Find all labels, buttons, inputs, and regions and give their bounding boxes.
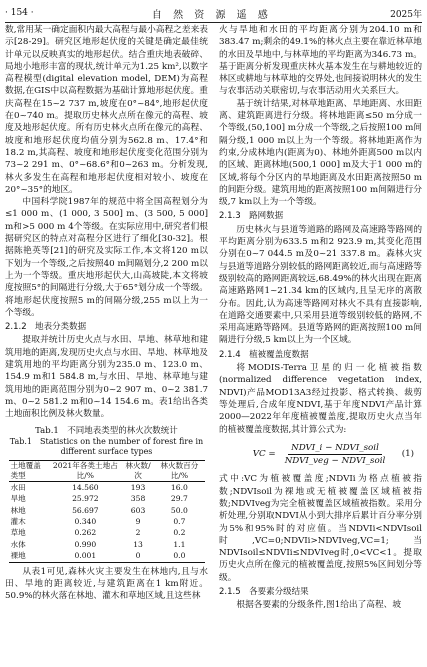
table-cell: 16.0	[170, 482, 188, 492]
section-heading-2-1-2: 2.1.2 地表分类数据	[5, 322, 87, 333]
right-column	[219, 24, 422, 612]
table-cell: 0.990	[74, 539, 97, 549]
table-cell: 50.0	[170, 505, 188, 515]
table-caption: Tab.1 不同地表类型的林火次数统计	[35, 425, 178, 436]
table-row	[9, 550, 205, 562]
table-header-cell: 林火数百分比/%	[160, 460, 199, 480]
table-cell: 25.972	[72, 494, 99, 504]
table-cell: 29.7	[170, 494, 188, 504]
table-header-row	[9, 460, 205, 481]
table-header-cell: 林火数/次	[125, 460, 151, 480]
table-row	[9, 539, 205, 550]
table-cell: 9	[135, 517, 141, 527]
section-heading-2-1-4: 2.1.4 植被覆盖度数据	[219, 349, 309, 360]
paragraph-table-analysis: 从表1可见,森林火灾主要发生在林地内,且与水田、旱地的距离较近,与建筑距离在1 km附近。50.9%的林火落在林地、灌木和草地区域,且这些林	[5, 566, 208, 602]
table-cell: 0	[135, 551, 141, 561]
table-cell: 旱地	[10, 494, 26, 504]
table-header-cell: 2021年各类土地占比/%	[52, 460, 118, 480]
table-cell: 603	[130, 505, 146, 515]
fire-statistics-table	[9, 460, 205, 563]
table-cell: 56.697	[72, 505, 99, 515]
table-row	[9, 505, 205, 516]
equation-fraction	[282, 442, 389, 468]
table-cell: 0.340	[74, 517, 97, 527]
table-cell: 灌木	[10, 517, 26, 527]
running-header	[5, 6, 422, 23]
paragraph-surface: 提取并统计历史火点与水田、旱地、林草地和建筑用地的距离,发现历史火点与水田、旱地、林草地及建筑用地的平均距离分别为235.0 m、123.0 m、154.9 m和1 584.8 m,与水田、旱地、林草地与建筑用地的距离范围分别为0~2 907 m、0~2 381.7 m、0~2 581.2 m和0~14 154.6 m。表1给出各类土地面积比例及林火数量。	[5, 335, 208, 420]
table-row	[9, 481, 205, 493]
table-cell: 13	[133, 539, 143, 549]
table-cell: 0.262	[74, 528, 97, 538]
table-cell: 水体	[10, 539, 26, 549]
left-column	[5, 24, 208, 603]
paragraph-road-network: 历史林火与县道等道路的路网及高速路等路网的平均距离分别为633.5 m和2 923.9 m,其变化范围分别在0~7 044.5 m及0~21 337.8 m。森林火灾与县道等道路分别较低的路网距离较近,而与高速路等级别较高的路网距离较远,68.49%的林火出现在距离高速路路网1~21.34 km的区域内,且呈无序的离散分布。因此,认为高速等路网对林火不具有直接影响,在道路交通要素中,只采用县道等级别较低的路网,不采用高速路等路网。县道等路网的距离按照100 m间隔进行分级,5 km以上为一个区域。	[219, 224, 422, 346]
table-cell: 14.560	[72, 482, 99, 492]
table-row	[9, 516, 205, 527]
table-cell: 0.0	[173, 551, 186, 561]
table-cell: 水田	[10, 482, 26, 492]
table-cell: 林地	[10, 505, 26, 515]
paragraph-equation-explanation: 式中:VC为植被覆盖度;NDVIi为格点植被指数;NDVIsoil为裸地或无植被覆盖区域植被指数;NDVIveg为完全植被覆盖区域植被指数。采用分析处理,分别取NDVI从小到大排序后累计百分率分别为5%和95%时的对应值。当NDVIi<NDVIsoil时,VC=0;NDVIi>NDVIveg,VC=1;当NDVIsoil≤NDVIi≤NDVIveg时,0<VC<1。提取历史火点所在像元的植被覆盖度,按照5%区间划分等级。	[219, 474, 422, 583]
table-cell: 358	[130, 494, 146, 504]
paragraph-grading-results: 根据各要素的分级条件,图1给出了高程、坡	[236, 600, 402, 611]
equation-numerator: NDVI_i − NDVI_soil	[288, 442, 382, 455]
table-cell: 0.001	[74, 551, 97, 561]
page-number: · 154 ·	[5, 8, 34, 18]
table-cell: 2	[135, 528, 141, 538]
equation-number: (1)	[401, 449, 414, 460]
table-row	[9, 527, 205, 538]
paragraph-distance-grading: 基于统计结果,对林草地距离、旱地距离、水田距离、建筑距离进行分级。将林地距离≤50 m分成一个等级,(50,100] m分成一个等级,之后按照100 m间隔分级,1 000 m以上为一个等级。将林地距离作为约束,分成林地内(距离为0)、林地外距离500 m以内的区域、距离林地(500,1 000] m及大于1 000 m的区域,将每个分区内的旱地距离及水田距离按照50 m的间距分级。建筑用地的距离按照100 m间隔进行分级,7 km以上为一个等级。	[219, 98, 422, 208]
paragraph-grading: 中国科学院1987年的规范中将全国高程划分为≤1 000 m、(1 000, 3 500] m、(3 500, 5 000] m和>5 000 m 4个等级。在实际应用中,研究者们根据研究区的特点对高程分区进行了细化[30-32]。根据陈艳英等[21]的研究及实际工作,本文将120 m以下划为一个等级,之后按照40 m间隔划分,2 200 m以上为一个等级。重庆地形起伏大,山高坡陡,本文将坡度按照5°的间隔进行分级,大于65°划分成一个等级。将地形起伏度按照5 m的间隔分级,255 m以上为一个等级。	[5, 197, 208, 318]
section-heading-2-1-5: 2.1.5 各要素分级结果	[219, 587, 309, 598]
year: 2025年	[390, 9, 422, 20]
equation-1	[219, 442, 422, 468]
journal-name: 自 然 资 源 遥 感	[151, 9, 272, 21]
table-caption-en: Tab.1 Statistics on the number of forest fire in different surface types	[9, 436, 204, 456]
table-header-cell: 土地覆盖类型	[10, 460, 41, 480]
paragraph-terrain: 数,常用某一确定面积内最大高程与最小高程之差来表示[28-29]。研究区地形起伏度的关键是确定最佳统计单元以反映真实的地形起伏。结合重庆地表破碎、局地小地形丰富的现状,统计单元为1.25 km²,以数字高程模型(digital elevation model, DEM)为高程数据,在GIS中以高程数据为基础计算地形起伏度。重庆高程在15~2 737 m,坡度在0°~84°,地形起伏度在0~740 m。提取历史林火点所在像元的高程、坡度及地形起伏度。所有历史林火点所在像元的高程、坡度和地形起伏度均值分别为562.8 m、17.4°和18.2 m,其高程、坡度和地形起伏度变化范围分别为73~2 291 m、0°~68.6°和0~263 m。分析发现,林火多发生在高程和地形起伏度相对较小、坡度在20°~35°的地区。	[5, 25, 208, 195]
equation-lhs: VC =	[252, 449, 276, 460]
table-row	[9, 493, 205, 504]
equation-denominator: NDVI_veg − NDVI_soil	[284, 456, 386, 467]
table-cell: 0.2	[173, 528, 186, 538]
paragraph-distance: 火与旱地和水田的平均距离分别为204.10 m和383.47 m;剩余的49.1%的林火点主要在靠近林草地的水田及旱地中,与林草地的平均距离为346.73 m。基于距离分析发现重庆林火基本发生在与耕地较近的林区或耕地与林草地的交界处,也间接说明林火的发生与农事活动关联密切,与农事活动用火关系巨大。	[219, 25, 422, 97]
table-cell: 草地	[10, 528, 26, 538]
table-cell: 193	[130, 482, 146, 492]
table-cell: 1.1	[173, 539, 186, 549]
table-cell: 裸地	[10, 551, 26, 561]
table-cell: 0.7	[173, 517, 186, 527]
paragraph-vegetation: 将MODIS-Terra卫星的归一化植被指数(normalized difference vegetation index, NDVI)产品MOD13A3经过投影、格式转换、裁剪等处理后,合成年度NDVI,基于年度NDVI产品计算2000—2022年年度植被覆盖度,提取历史火点当年的植被覆盖度数据,其计算公式为:	[219, 363, 422, 435]
section-heading-2-1-3: 2.1.3 路网数据	[219, 211, 284, 222]
